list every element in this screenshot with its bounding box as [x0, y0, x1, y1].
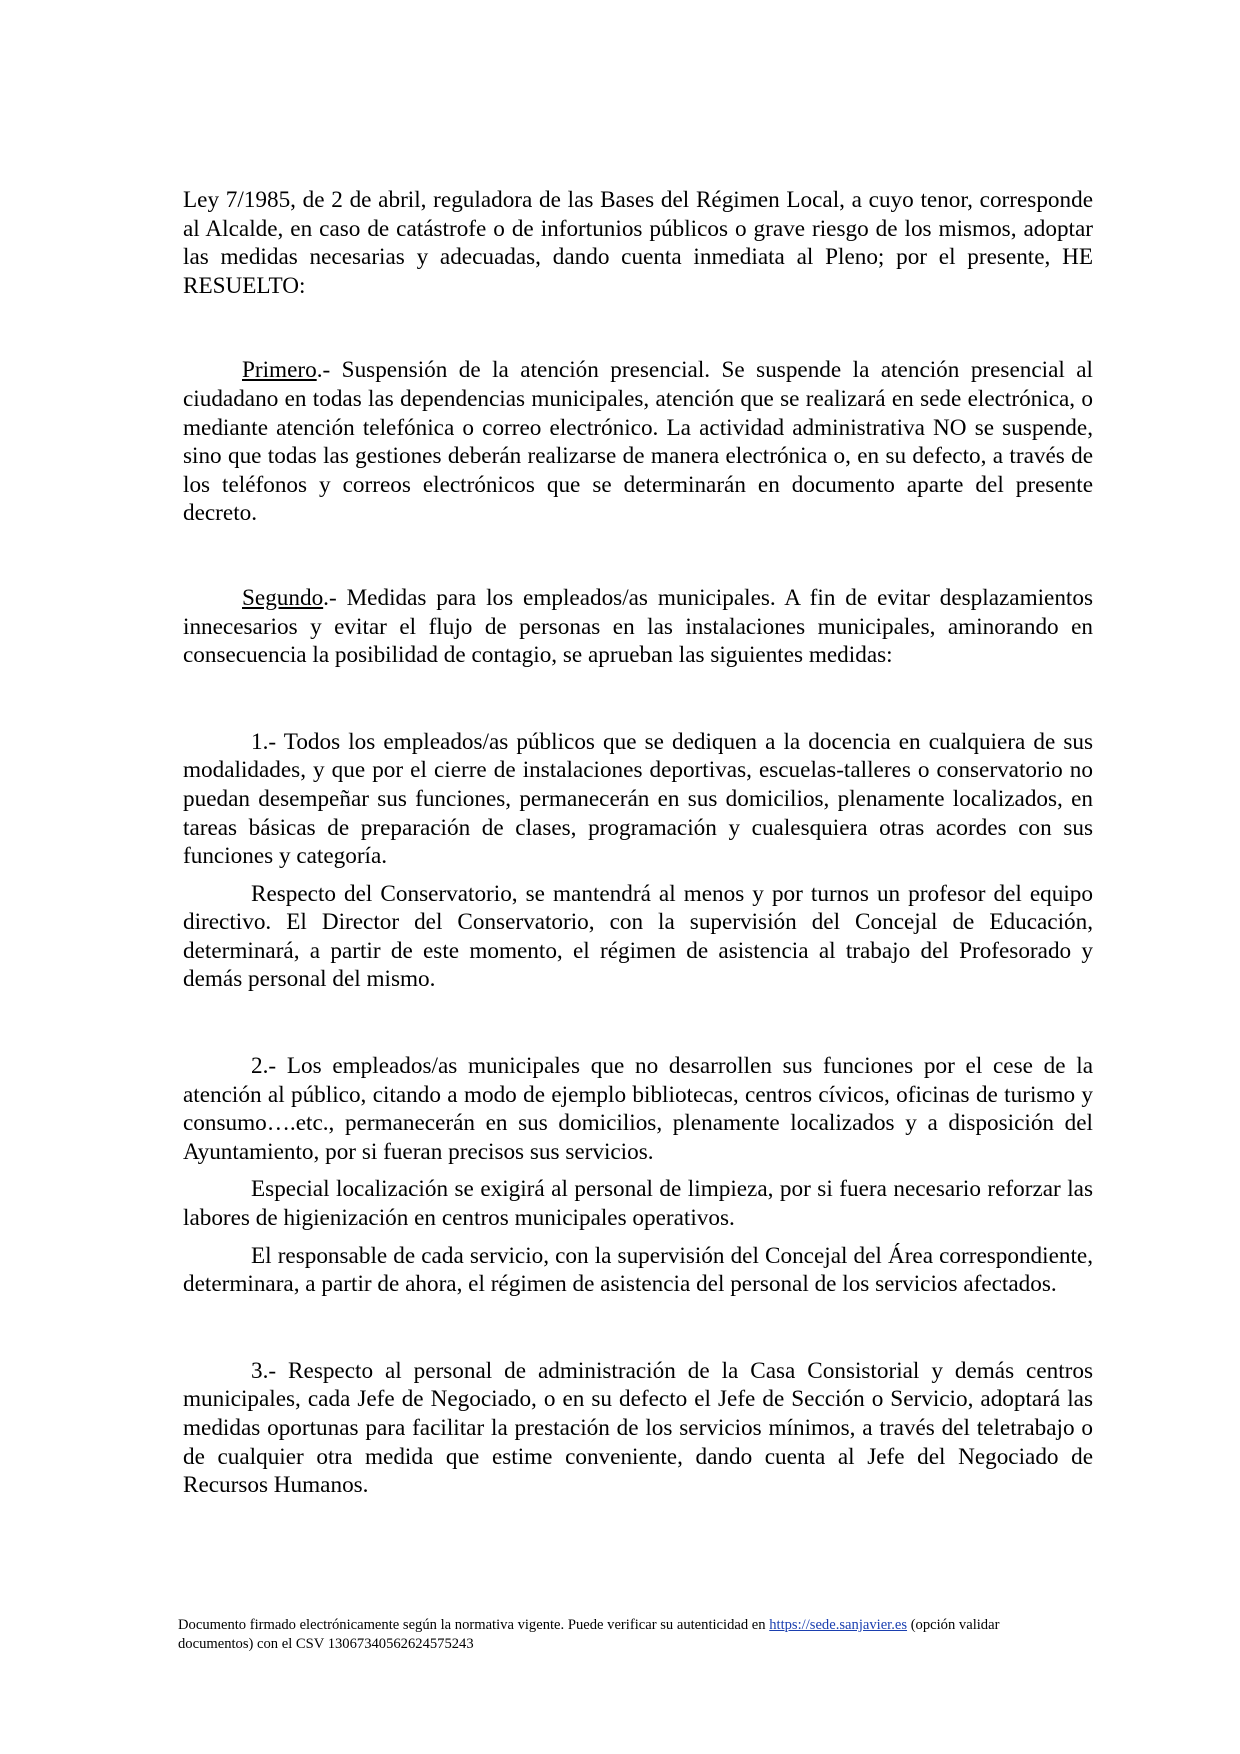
primero-heading: Primero [242, 357, 317, 384]
verification-link[interactable]: https://sede.sanjavier.es [769, 1617, 908, 1633]
footer-text-after: (opción validar documentos) con el CSV 13067340562624575243 [178, 1617, 1000, 1652]
segundo-paragraph [183, 584, 1093, 670]
item1-paragraph: 1.- Todos los empleados/as públicos que se dediquen a la docencia en cualquiera de sus modalidades, y que por el cierre de instalaciones deportivas, escuelas-talleres o conservatorio no puedan desempeñar sus funciones, permanecerán en sus domicilios, plenamente localizados, en tareas básicas de preparación de clases, programación y cualesquiera otras acordes con sus funciones y categoría. [183, 728, 1093, 870]
primero-paragraph [183, 356, 1093, 528]
item2-limpieza-paragraph: Especial localización se exigirá al personal de limpieza, por si fuera necesario reforzar las labores de higienización en centros municipales operativos. [183, 1176, 1093, 1232]
item2-responsable-paragraph: El responsable de cada servicio, con la supervisión del Concejal del Área correspondiente, determinara, a partir de ahora, el régimen de asistencia del personal de los servicios afectados. [183, 1242, 1093, 1298]
segundo-heading: Segundo [242, 584, 324, 611]
signature-footer [178, 1616, 1078, 1654]
footer-text-before: Documento firmado electrónicamente según la normativa vigente. Puede verificar su autenticidad en [178, 1617, 770, 1633]
primero-text: .- Suspensión de la atención presencial. Se suspende la atención presencial al ciudadano en todas las dependencias municipales, atención que se realizará en sede electrónica, o mediante atención telefónica o correo electrónico. La actividad administrativa NO se suspende, sino que todas las gestiones deberán realizarse de manera electrónica o, en su defecto, a través de los teléfonos y correos electrónicos que se determinarán en documento aparte del presente decreto. [183, 357, 1093, 527]
item2-paragraph: 2.- Los empleados/as municipales que no desarrollen sus funciones por el cese de la atención al público, citando a modo de ejemplo bibliotecas, centros cívicos, oficinas de turismo y consumo….etc., permanecerán en sus domicilios, plenamente localizados y a disposición del Ayuntamiento, por si fueran precisos sus servicios. [183, 1053, 1093, 1165]
document-body [183, 186, 1093, 1500]
segundo-text: .- Medidas para los empleados/as municipales. A fin de evitar desplazamientos innecesarios y evitar el flujo de personas en las instalaciones municipales, aminorando en consecuencia la posibilidad de contagio, se aprueban las siguientes medidas: [183, 584, 1093, 669]
item3-paragraph: 3.- Respecto al personal de administración de la Casa Consistorial y demás centros municipales, cada Jefe de Negociado, o en su defecto el Jefe de Sección o Servicio, adoptará las medidas oportunas para facilitar la prestación de los servicios mínimos, a través del teletrabajo o de cualquier otra medida que estime conveniente, dando cuenta al Jefe del Negociado de Recursos Humanos. [183, 1357, 1093, 1499]
intro-paragraph: Ley 7/1985, de 2 de abril, reguladora de las Bases del Régimen Local, a cuyo tenor, corresponde al Alcalde, en caso de catástrofe o de infortunios públicos o grave riesgo de los mismos, adoptar las medidas necesarias y adecuadas, dando cuenta inmediata al Pleno; por el presente, HE RESUELTO: [183, 187, 1093, 299]
item1-conservatorio-paragraph: Respecto del Conservatorio, se mantendrá al menos y por turnos un profesor del equipo directivo. El Director del Conservatorio, con la supervisión del Concejal de Educación, determinará, a partir de este momento, el régimen de asistencia al trabajo del Profesorado y demás personal del mismo. [183, 880, 1093, 993]
